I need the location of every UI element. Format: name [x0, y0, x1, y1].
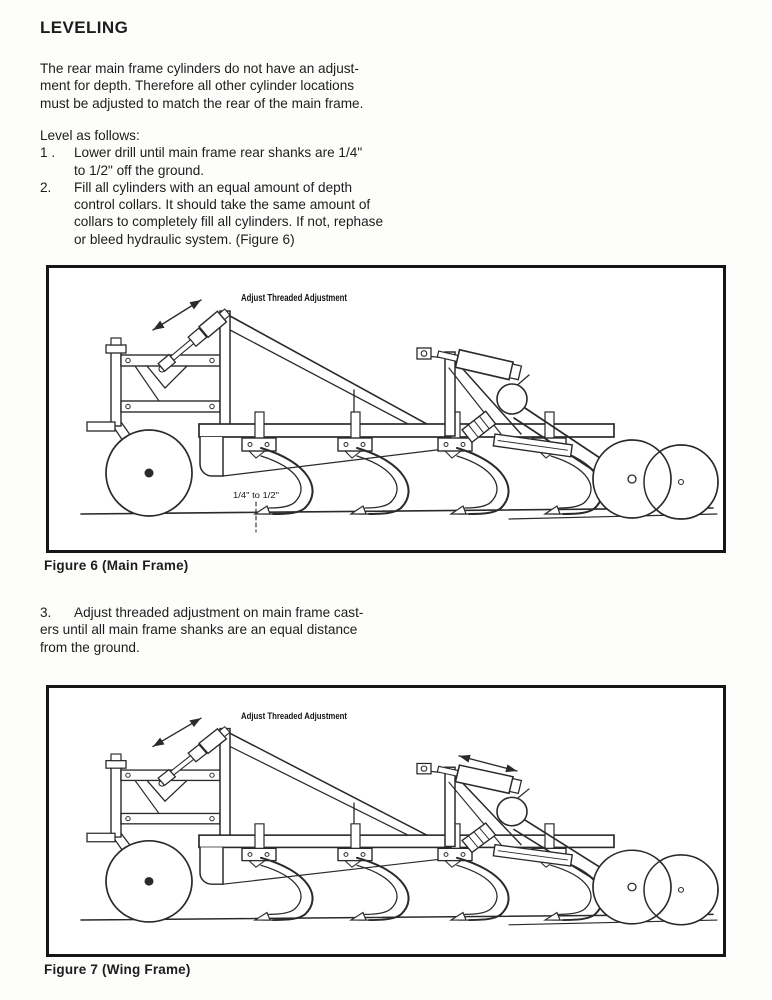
figure7-drawing — [49, 688, 723, 954]
text-line: to 1/2" off the ground. — [74, 162, 205, 178]
leveling-steps — [40, 127, 470, 248]
step-text: Adjust threaded adjustment on main frame cast- — [74, 605, 364, 620]
figure6-drawing — [49, 268, 723, 550]
text-line: from the ground. — [40, 639, 140, 655]
step-text — [74, 144, 362, 179]
list-lead: Level as follows: — [40, 128, 140, 143]
figure6-box — [46, 265, 726, 553]
text-line: control collars. It should take the same amount of — [74, 197, 371, 213]
figure6-caption: Figure 6 (Main Frame) — [44, 558, 189, 573]
figure7-caption: Figure 7 (Wing Frame) — [44, 962, 191, 977]
text-line: Lower drill until main frame rear shanks are 1/4" — [74, 145, 363, 161]
text-line: ment for depth. Therefore all other cylinder locations — [40, 78, 355, 94]
figure7-box — [46, 685, 726, 957]
step-number: 2. — [40, 179, 52, 195]
page-title: LEVELING — [40, 18, 129, 37]
text-line: The rear main frame cylinders do not have an adjust- — [40, 61, 359, 76]
text-line: must be adjusted to match the rear of the main frame. — [40, 95, 364, 111]
gap-dimension-label: 1/4" to 1/2" — [233, 490, 279, 500]
step-number: 3. — [40, 605, 52, 620]
text-line: collars to completely fill all cylinders. If not, rephase — [74, 214, 384, 230]
step-1 — [40, 144, 470, 179]
step-2 — [40, 179, 470, 248]
text-line: Fill all cylinders with an equal amount of depth — [74, 179, 353, 195]
text-line: ers until all main frame shanks are an equal distance — [40, 622, 358, 638]
step-3 — [40, 604, 480, 656]
text-line: or bleed hydraulic system. (Figure 6) — [74, 231, 295, 247]
step-text — [74, 179, 383, 248]
text-line — [40, 604, 480, 621]
gap-annotation — [233, 490, 279, 532]
step-number: 1 . — [40, 145, 56, 161]
intro-paragraph — [40, 60, 470, 112]
